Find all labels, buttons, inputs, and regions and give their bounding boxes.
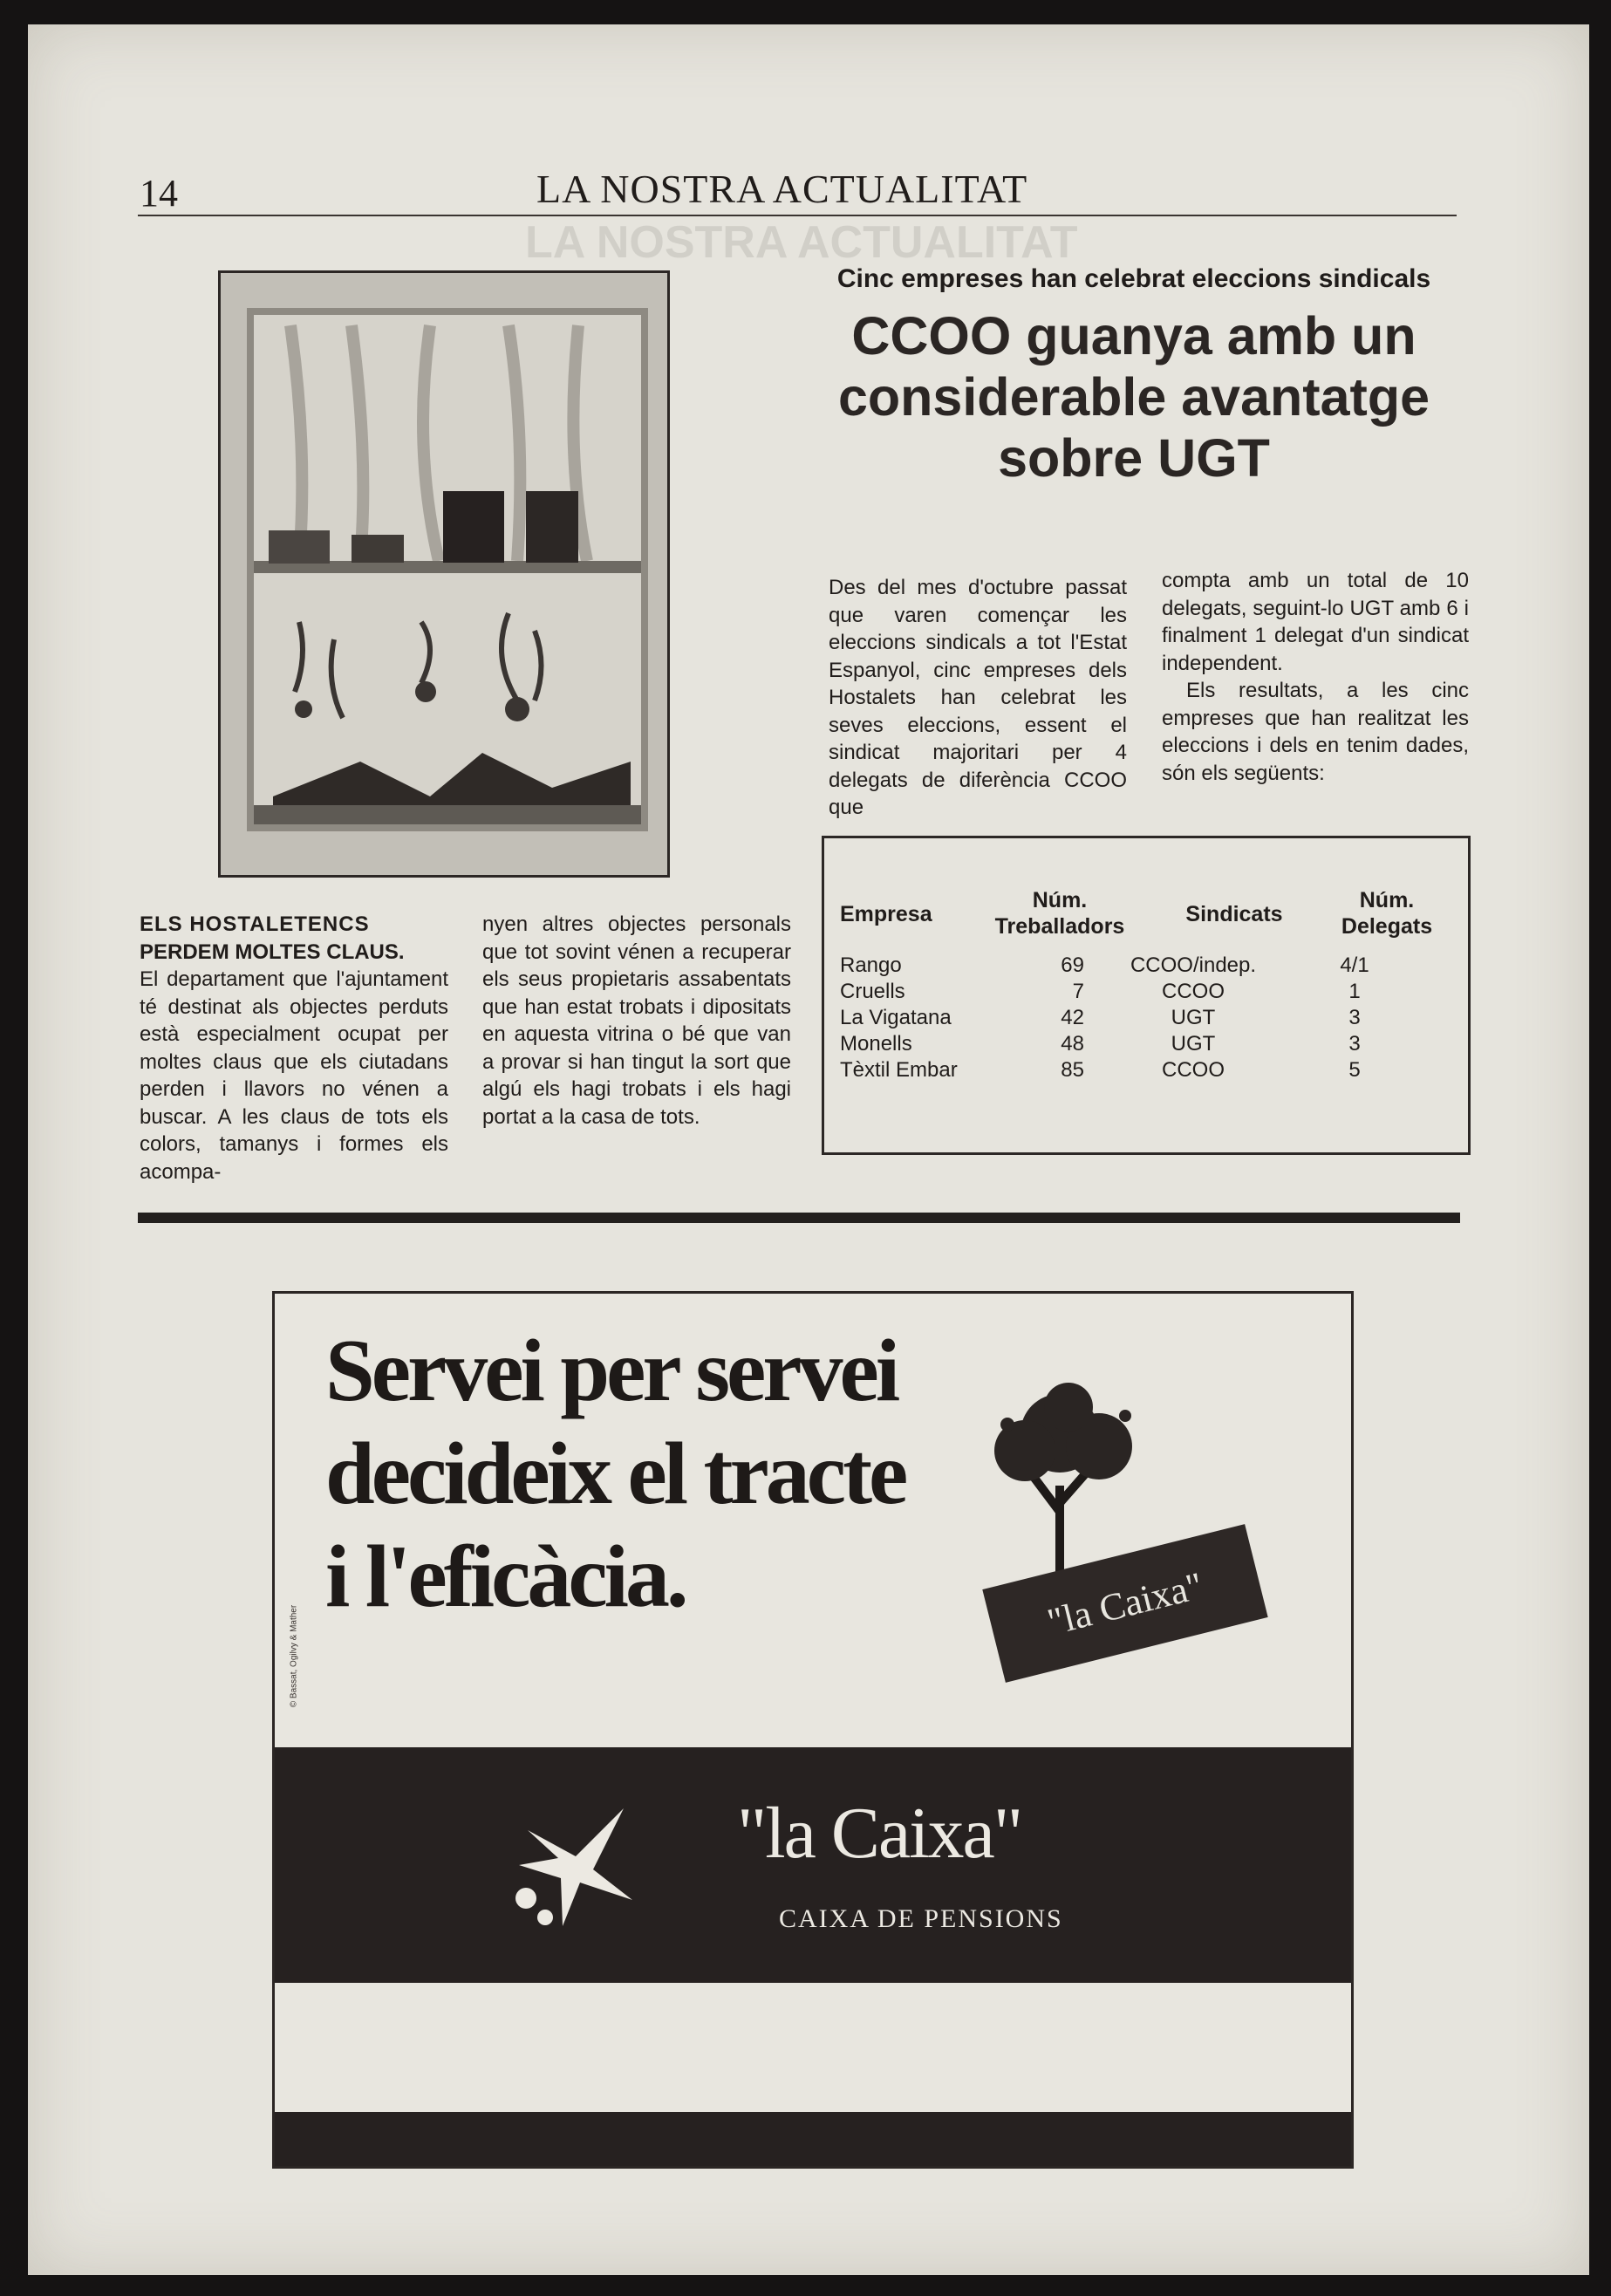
running-title: LA NOSTRA ACTUALITAT	[536, 167, 1028, 211]
cell-delegats: 4/1	[1340, 953, 1369, 977]
cell-empresa: Monells	[840, 1032, 912, 1056]
cell-delegats: 3	[1348, 1032, 1361, 1056]
article-column-2	[1162, 567, 1469, 787]
table-row	[840, 1006, 1451, 1033]
article-paragraph: Els resultats, a les cinc empreses que han realitzat les eleccions i dels en tenim dades, són els següents:	[1162, 679, 1469, 785]
cell-empresa: Tèxtil Embar	[840, 1058, 958, 1082]
table-row	[840, 980, 1451, 1007]
lost-keys-paragraph: El departament que l'ajuntament té destinat als objectes perduts està especialment ocupat per moltes claus que els ciutadans perden i llavors no vénen a buscar. A les claus de tots els colors, tamanys i formes els acompa-	[140, 967, 448, 1184]
headline-line: considerable avantatge	[837, 367, 1430, 427]
ad-bottom-bar	[275, 2112, 1351, 2166]
lost-keys-column-1	[140, 911, 448, 1186]
lost-keys-caption-line: PERDEM MOLTES CLAUS.	[140, 940, 405, 964]
table-header-empresa: Empresa	[840, 902, 932, 926]
cell-delegats: 3	[1348, 1006, 1361, 1029]
la-caixa-card: "la Caixa"	[982, 1524, 1267, 1683]
cell-treballadors: 48	[1061, 1032, 1084, 1056]
la-caixa-star-logo-icon	[510, 1795, 641, 1926]
la-caixa-brand-name: "la Caixa"	[737, 1793, 1022, 1874]
ad-slogan-line: Servei per servei	[325, 1322, 898, 1420]
ad-slogan-line: decideix el tracte	[325, 1425, 905, 1523]
la-caixa-advertisement	[272, 1291, 1354, 2169]
table-header-sindicats: Sindicats	[1185, 902, 1283, 926]
table-header-delegats: Núm. Delegats	[1341, 888, 1433, 939]
cell-sindicats: UGT	[1171, 1006, 1216, 1029]
la-caixa-brand-band	[275, 1747, 1351, 1983]
cell-delegats: 5	[1348, 1058, 1361, 1082]
cell-sindicats: UGT	[1171, 1032, 1216, 1056]
cell-sindicats: CCOO/indep.	[1130, 953, 1257, 977]
article-headline	[820, 305, 1448, 489]
cell-sindicats: CCOO	[1162, 1058, 1225, 1082]
show-through-text: LA NOSTRA ACTUALITAT	[525, 217, 1078, 268]
table-header-treballadors: Núm. Treballadors	[994, 888, 1125, 939]
lost-keys-caption-line: ELS HOSTALETENCS	[140, 912, 370, 936]
table-row	[840, 1058, 1451, 1085]
showcase-illustration	[221, 273, 667, 875]
cell-empresa: La Vigatana	[840, 1006, 952, 1029]
la-caixa-brand-subtitle: CAIXA DE PENSIONS	[779, 1904, 1063, 1933]
article-paragraph: Des del mes d'octubre passat que varen començar les eleccions sindicals a tot l'Estat Espanyol, cinc empreses dels Hostalets han celebrat les seves eleccions, essent el sindicat majoritari per 4 delegats de diferència CCOO que	[829, 576, 1127, 819]
lost-objects-showcase-photo	[218, 270, 670, 878]
header-rule	[138, 215, 1457, 216]
cell-empresa: Cruells	[840, 980, 905, 1003]
ad-slogan-line: i l'eficàcia.	[325, 1527, 686, 1626]
ad-credit-text: © Bassat, Ogilvy & Mather	[289, 1604, 299, 1708]
cell-sindicats: CCOO	[1162, 980, 1225, 1003]
election-results-table	[822, 836, 1471, 1155]
table-row	[840, 953, 1451, 981]
cell-treballadors: 7	[1072, 980, 1084, 1003]
ad-credit	[283, 1582, 304, 1739]
cell-treballadors: 69	[1061, 953, 1084, 977]
cell-treballadors: 42	[1061, 1006, 1084, 1029]
ad-slogan	[325, 1320, 988, 1629]
article-paragraph: compta amb un total de 10 delegats, seguint-lo UGT amb 6 i finalment 1 delegat d'un sindicat independent.	[1162, 569, 1469, 675]
lost-keys-column-2	[482, 911, 791, 1131]
headline-line: sobre UGT	[998, 428, 1270, 488]
cell-treballadors: 85	[1061, 1058, 1084, 1082]
article-column-1	[829, 574, 1127, 822]
section-divider	[138, 1213, 1460, 1223]
article-kicker: Cinc empreses han celebrat eleccions sindicals	[836, 264, 1431, 293]
table-row	[840, 1032, 1451, 1059]
headline-line: CCOO guanya amb un	[851, 306, 1416, 366]
cell-empresa: Rango	[840, 953, 902, 977]
cell-delegats: 1	[1348, 980, 1361, 1003]
lost-keys-paragraph: nyen altres objectes personals que tot sovint vénen a recuperar els seus propietaris assabentats que han estat trobats i dipositats en aquesta vitrina o bé que van a provar si han tingut la sort que algú els hagi trobats i els hagi portat a la casa de tots.	[482, 912, 791, 1129]
page-number: 14	[140, 172, 178, 215]
